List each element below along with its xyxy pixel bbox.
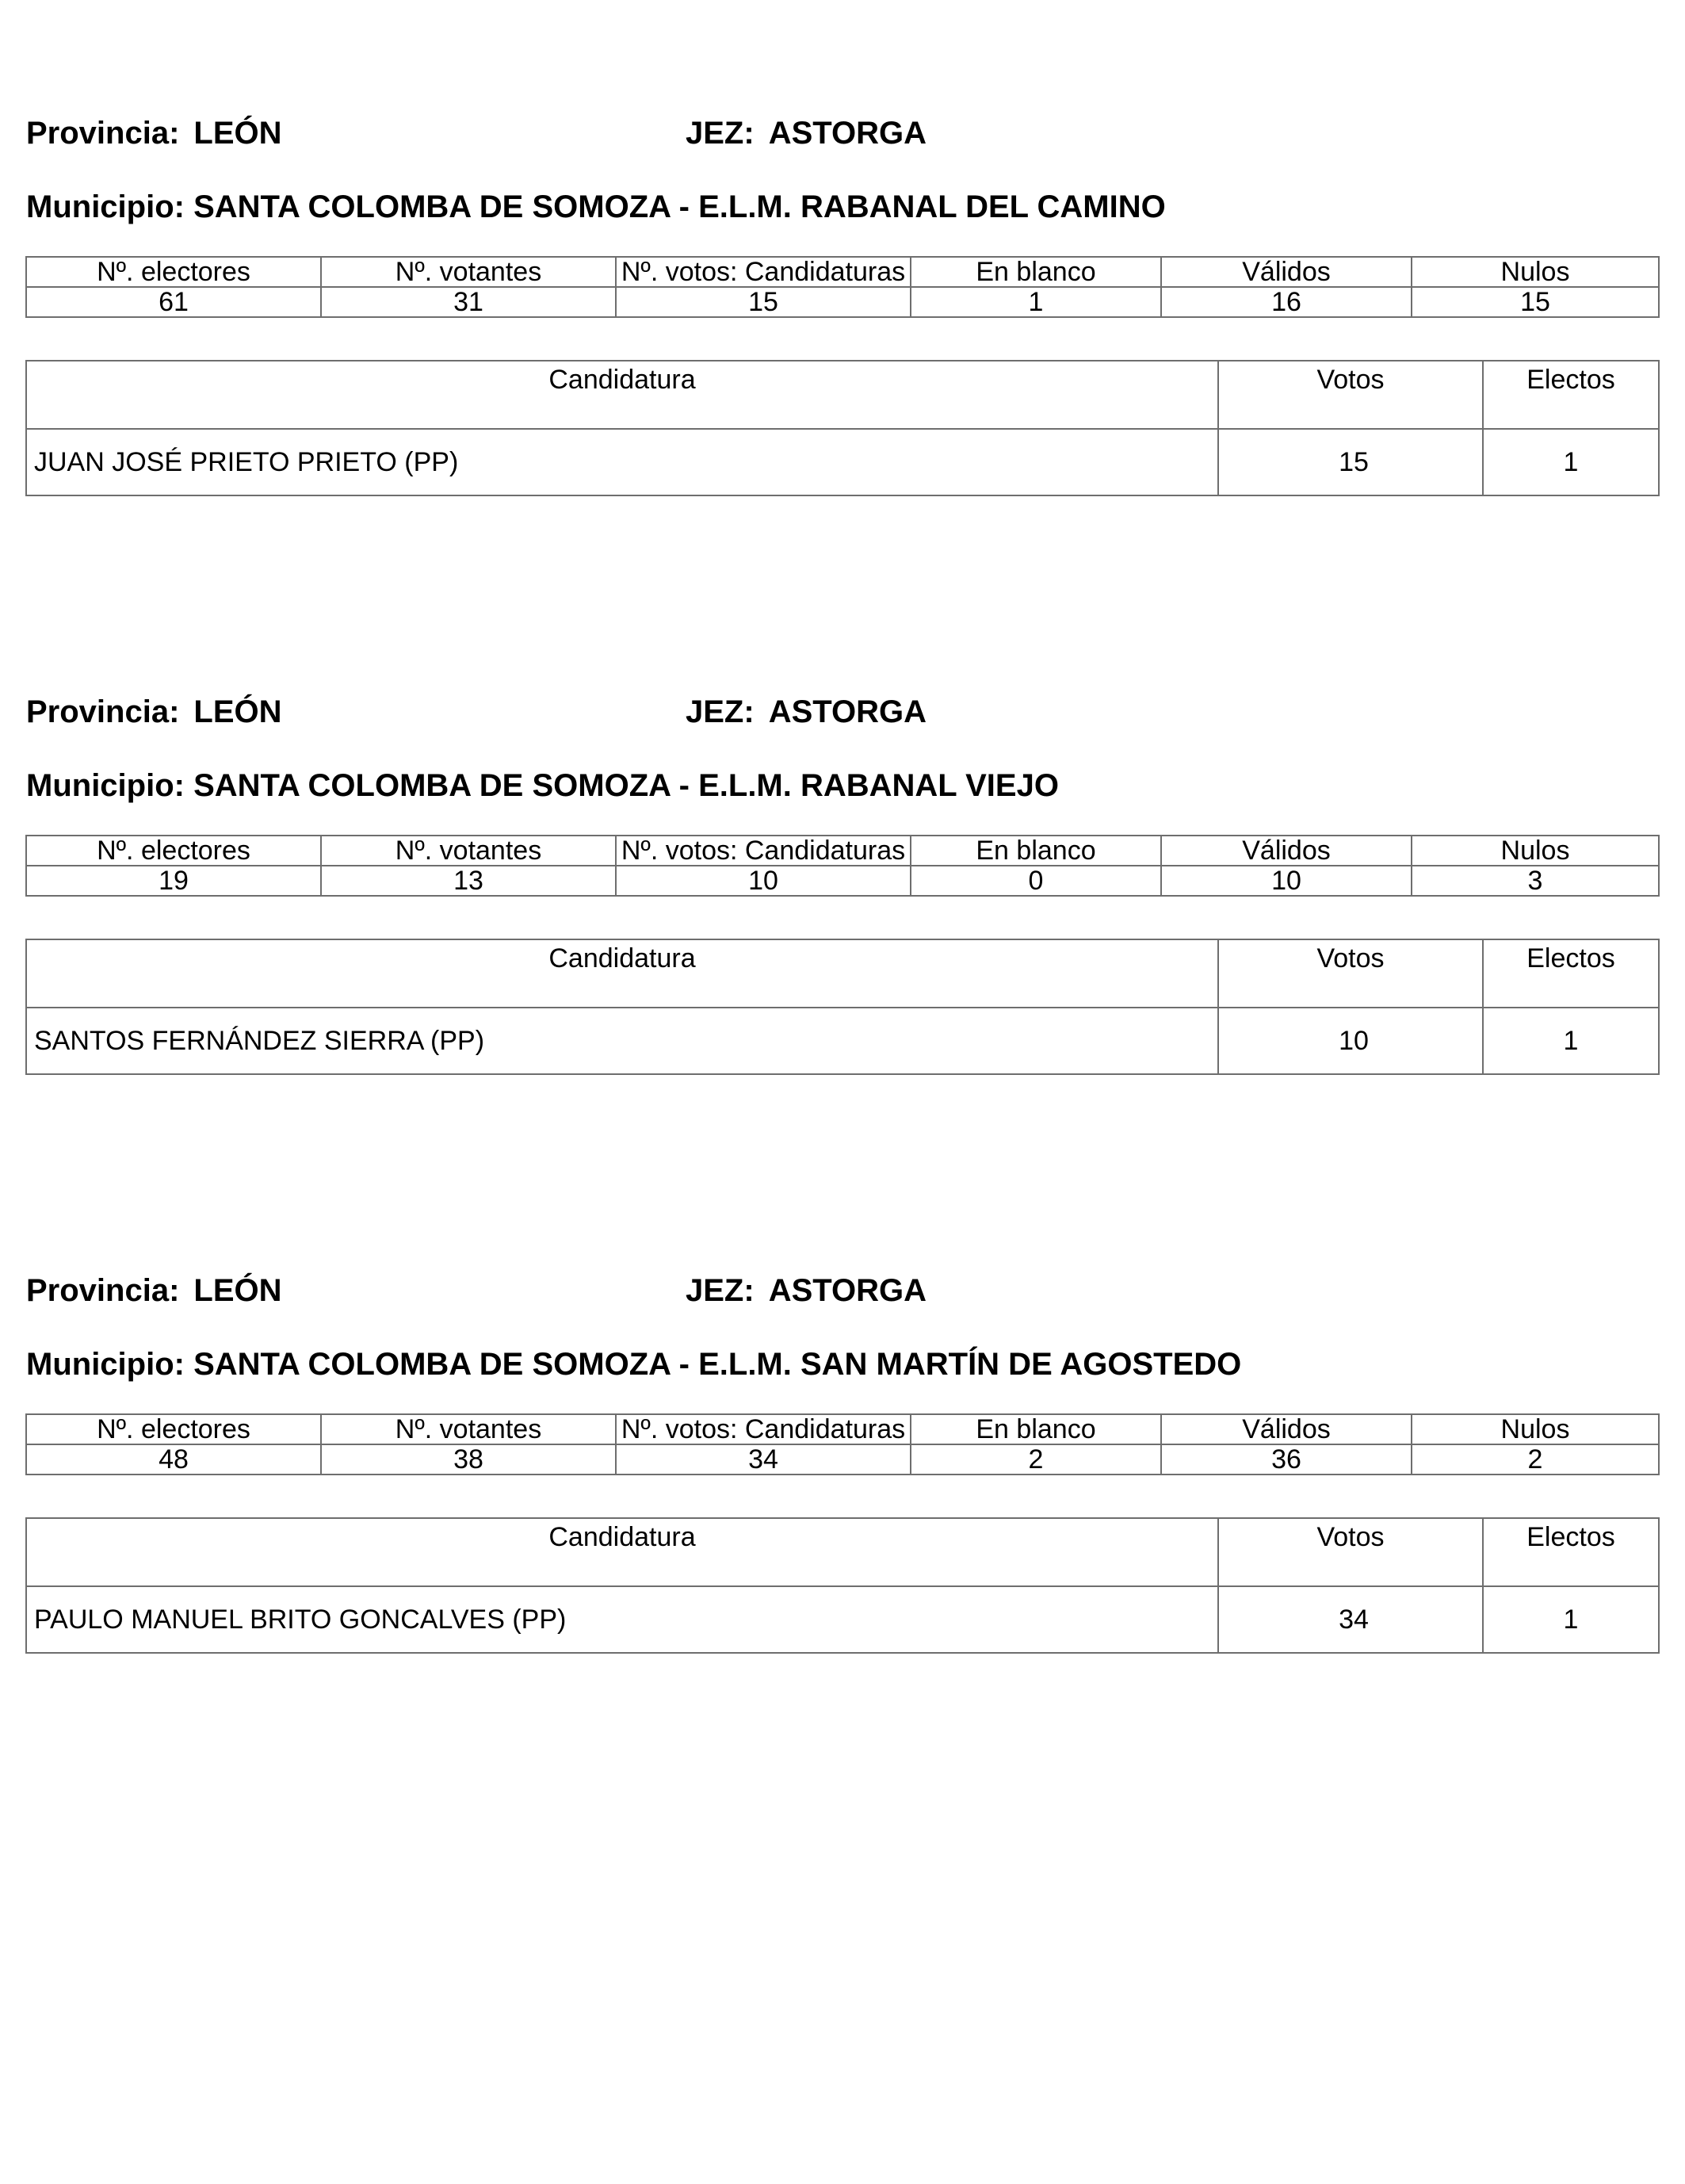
candidate-name: SANTOS FERNÁNDEZ SIERRA (PP) [26,1008,1218,1074]
value-en-blanco: 1 [911,287,1161,317]
value-en-blanco: 2 [911,1444,1161,1474]
header-electos: Electos [1483,361,1659,429]
value-validos: 36 [1161,1444,1412,1474]
candidate-name: JUAN JOSÉ PRIETO PRIETO (PP) [26,429,1218,495]
candidates-header-row [26,361,1659,429]
jez-line [686,696,927,728]
provincia-value: LEÓN [193,694,282,729]
header-electores: Nº. electores [26,836,321,866]
results-section [0,1157,1685,1633]
results-section [0,579,1685,1054]
header-en-blanco: En blanco [911,257,1161,287]
value-electores: 48 [26,1444,321,1474]
stats-header-row [26,257,1659,287]
jez-label: JEZ: [686,1273,755,1308]
value-nulos: 2 [1412,1444,1659,1474]
header-en-blanco: En blanco [911,1414,1161,1444]
candidates-header-row [26,1518,1659,1586]
results-section [0,0,1685,476]
stats-table [25,835,1660,897]
table-row [26,429,1659,495]
municipio-value: SANTA COLOMBA DE SOMOZA - E.L.M. SAN MARTÍN DE AGOSTEDO [193,1347,1242,1382]
value-nulos: 15 [1412,287,1659,317]
header-candidatura: Candidatura [26,361,1218,429]
header-nulos: Nulos [1412,836,1659,866]
municipio-label: Municipio: [26,768,185,803]
value-votos-candidaturas: 10 [616,866,911,896]
header-candidatura: Candidatura [26,939,1218,1008]
header-validos: Válidos [1161,836,1412,866]
jez-line [686,1275,927,1306]
municipio-value: SANTA COLOMBA DE SOMOZA - E.L.M. RABANAL VIEJO [193,768,1059,803]
header-votos: Votos [1218,361,1483,429]
candidate-name: PAULO MANUEL BRITO GONCALVES (PP) [26,1586,1218,1653]
candidate-votos: 15 [1218,429,1483,495]
header-validos: Válidos [1161,257,1412,287]
header-votos: Votos [1218,1518,1483,1586]
municipio-line [26,191,1166,223]
value-votantes: 31 [321,287,616,317]
header-electores: Nº. electores [26,1414,321,1444]
table-row [26,1586,1659,1653]
value-en-blanco: 0 [911,866,1161,896]
table-row [26,1008,1659,1074]
candidates-table [25,1517,1660,1654]
provincia-line [26,696,282,728]
header-votantes: Nº. votantes [321,257,616,287]
header-electos: Electos [1483,939,1659,1008]
jez-label: JEZ: [686,694,755,729]
provincia-label: Provincia: [26,116,180,151]
header-votantes: Nº. votantes [321,1414,616,1444]
provincia-label: Provincia: [26,1273,180,1308]
stats-value-row [26,866,1659,896]
value-electores: 61 [26,287,321,317]
candidate-electos: 1 [1483,429,1659,495]
jez-value: ASTORGA [768,1273,927,1308]
header-candidatura: Candidatura [26,1518,1218,1586]
candidates-table [25,360,1660,496]
municipio-value: SANTA COLOMBA DE SOMOZA - E.L.M. RABANAL DEL CAMINO [193,189,1166,224]
header-votantes: Nº. votantes [321,836,616,866]
header-en-blanco: En blanco [911,836,1161,866]
candidates-table [25,939,1660,1075]
provincia-label: Provincia: [26,694,180,729]
candidate-votos: 10 [1218,1008,1483,1074]
header-validos: Válidos [1161,1414,1412,1444]
header-electores: Nº. electores [26,257,321,287]
provincia-line [26,1275,282,1306]
header-nulos: Nulos [1412,1414,1659,1444]
jez-value: ASTORGA [768,116,927,151]
stats-table [25,256,1660,318]
municipio-label: Municipio: [26,1347,185,1382]
candidate-votos: 34 [1218,1586,1483,1653]
value-validos: 16 [1161,287,1412,317]
value-votos-candidaturas: 15 [616,287,911,317]
value-validos: 10 [1161,866,1412,896]
stats-table [25,1413,1660,1475]
header-votos-candidaturas: Nº. votos: Candidaturas [616,836,911,866]
header-votos: Votos [1218,939,1483,1008]
header-nulos: Nulos [1412,257,1659,287]
header-electos: Electos [1483,1518,1659,1586]
header-votos-candidaturas: Nº. votos: Candidaturas [616,1414,911,1444]
stats-header-row [26,836,1659,866]
municipio-line [26,1348,1241,1380]
jez-value: ASTORGA [768,694,927,729]
provincia-line [26,117,282,149]
jez-line [686,117,927,149]
value-electores: 19 [26,866,321,896]
stats-header-row [26,1414,1659,1444]
jez-label: JEZ: [686,116,755,151]
header-votos-candidaturas: Nº. votos: Candidaturas [616,257,911,287]
municipio-label: Municipio: [26,189,185,224]
stats-value-row [26,1444,1659,1474]
value-nulos: 3 [1412,866,1659,896]
candidate-electos: 1 [1483,1008,1659,1074]
municipio-line [26,770,1059,801]
candidates-header-row [26,939,1659,1008]
candidate-electos: 1 [1483,1586,1659,1653]
provincia-value: LEÓN [193,1273,282,1308]
value-votos-candidaturas: 34 [616,1444,911,1474]
stats-value-row [26,287,1659,317]
provincia-value: LEÓN [193,116,282,151]
value-votantes: 13 [321,866,616,896]
value-votantes: 38 [321,1444,616,1474]
